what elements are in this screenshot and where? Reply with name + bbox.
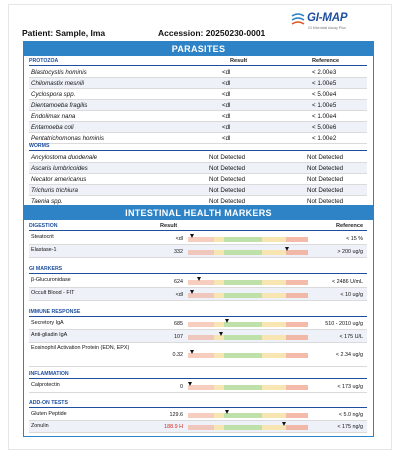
reference-value: < 5.00e6 xyxy=(312,124,337,131)
result-value: 685 xyxy=(174,321,183,327)
result-value: 107 xyxy=(174,334,183,340)
reference-value: < 2.00e3 xyxy=(312,69,337,76)
gauge-segment xyxy=(286,413,308,418)
result-gauge xyxy=(188,385,308,390)
gauge-segment xyxy=(224,335,262,340)
gauge-segment xyxy=(214,322,224,327)
reference-value: Not Detected xyxy=(307,154,344,161)
table-row xyxy=(29,163,367,174)
gauge-segment xyxy=(262,335,286,340)
gauge-segment xyxy=(214,353,224,358)
gauge-segment xyxy=(262,250,286,255)
result-gauge xyxy=(188,353,308,358)
marker-name: Occult Blood - FIT xyxy=(31,290,75,296)
result-value: 188.9 H xyxy=(164,424,183,430)
reference-value: < 175 U/L xyxy=(339,334,363,340)
result-gauge xyxy=(188,293,308,298)
protozoa-label: PROTOZOA xyxy=(29,58,59,64)
worms-label: WORMS xyxy=(29,143,50,149)
logo-tagline: GI Microbial Assay Plus xyxy=(308,26,346,30)
gauge-segment xyxy=(224,385,262,390)
organism-name: Necator americanus xyxy=(31,176,87,183)
organism-name: Chilomastix mesnili xyxy=(31,80,84,87)
gauge-segment xyxy=(224,322,262,327)
result-gauge xyxy=(188,335,308,340)
ihm-panel xyxy=(23,205,374,437)
ihm-result-header: Result xyxy=(160,223,178,229)
result-value: 624 xyxy=(174,279,183,285)
parasites-reference-header: Reference xyxy=(312,58,340,64)
marker-name: Calprotectin xyxy=(31,382,60,388)
parasites-title: PARASITES xyxy=(24,42,373,56)
logo-mark-icon xyxy=(290,12,306,28)
gauge-segment xyxy=(224,353,262,358)
reference-value: < 2486 U/mL xyxy=(331,279,363,285)
result-value: <dl xyxy=(222,80,231,87)
organism-name: Pentatrichomonas hominis xyxy=(31,135,104,142)
gauge-segment xyxy=(224,425,262,430)
result-value: <dl xyxy=(222,69,231,76)
gauge-segment xyxy=(214,425,224,430)
gauge-segment xyxy=(188,425,214,430)
marker-row xyxy=(29,380,367,393)
reference-value: < 1.00e2 xyxy=(312,135,337,142)
ihm-reference-header: Reference xyxy=(336,223,364,229)
gauge-segment xyxy=(214,413,224,418)
table-row xyxy=(29,185,367,196)
result-value: <dl xyxy=(175,292,183,298)
result-value: 0.32 xyxy=(172,352,183,358)
gauge-segment xyxy=(262,322,286,327)
organism-name: Cyclospora spp. xyxy=(31,91,76,98)
gauge-segment xyxy=(214,250,224,255)
result-value: Not Detected xyxy=(209,165,246,172)
organism-name: Trichuris trichiura xyxy=(31,187,78,194)
gauge-segment xyxy=(188,250,214,255)
gauge-marker-icon xyxy=(190,234,194,238)
gauge-marker-icon xyxy=(188,382,192,386)
gauge-marker-icon xyxy=(285,247,289,251)
marker-row xyxy=(29,275,367,288)
gauge-segment xyxy=(286,250,308,255)
marker-name: Gluten Peptide xyxy=(31,411,67,417)
table-row xyxy=(29,100,367,111)
gauge-marker-icon xyxy=(225,319,229,323)
reference-value: Not Detected xyxy=(307,165,344,172)
organism-name: Entamoeba coli xyxy=(31,124,74,131)
gauge-segment xyxy=(214,385,224,390)
result-value: Not Detected xyxy=(209,187,246,194)
gauge-marker-icon xyxy=(197,277,201,281)
reference-value: < 5.00e4 xyxy=(312,91,337,98)
gauge-segment xyxy=(188,335,214,340)
table-row xyxy=(29,122,367,133)
gauge-segment xyxy=(262,293,286,298)
inflammation-label: INFLAMMATION xyxy=(29,371,69,377)
gauge-segment xyxy=(286,353,308,358)
gauge-marker-icon xyxy=(282,422,286,426)
gauge-segment xyxy=(262,385,286,390)
result-value: Not Detected xyxy=(209,154,246,161)
ihm-title: INTESTINAL HEALTH MARKERS xyxy=(24,206,373,220)
result-value: 0 xyxy=(180,384,183,390)
result-gauge xyxy=(188,413,308,418)
addon-label: ADD-ON TESTS xyxy=(29,400,68,406)
marker-row xyxy=(29,343,367,367)
gauge-marker-icon xyxy=(225,410,229,414)
result-gauge xyxy=(188,250,308,255)
gauge-segment xyxy=(224,250,262,255)
marker-name: Eosinophil Activation Protein (EDN, EPX) xyxy=(31,345,130,351)
marker-name: Secretory IgA xyxy=(31,320,64,326)
gauge-segment xyxy=(224,280,262,285)
gauge-segment xyxy=(262,237,286,242)
table-row xyxy=(29,174,367,185)
gauge-segment xyxy=(286,425,308,430)
gauge-segment xyxy=(262,413,286,418)
reference-value: Not Detected xyxy=(307,198,344,205)
result-value: <dl xyxy=(222,124,231,131)
gi-map-logo xyxy=(290,12,372,38)
parasites-result-header: Result xyxy=(230,58,248,64)
gauge-segment xyxy=(262,280,286,285)
result-gauge xyxy=(188,237,308,242)
result-value: <dl xyxy=(222,113,231,120)
gauge-segment xyxy=(286,237,308,242)
accession-number: Accession: 20250230-0001 xyxy=(158,28,266,38)
table-row xyxy=(29,67,367,78)
result-value: Not Detected xyxy=(209,198,246,205)
gauge-segment xyxy=(286,280,308,285)
organism-name: Ancylostoma duodenale xyxy=(31,154,98,161)
reference-value: < 175 ng/g xyxy=(337,424,363,430)
parasites-panel xyxy=(23,41,374,211)
gauge-segment xyxy=(286,335,308,340)
table-row xyxy=(29,89,367,100)
marker-row xyxy=(29,232,367,245)
result-gauge xyxy=(188,425,308,430)
organism-name: Taenia spp. xyxy=(31,198,63,205)
marker-row xyxy=(29,318,367,330)
reference-value: < 173 ug/g xyxy=(337,384,363,390)
organism-name: Endolimax nana xyxy=(31,113,76,120)
gauge-segment xyxy=(286,385,308,390)
gi-markers-label: GI MARKERS xyxy=(29,266,63,272)
table-row xyxy=(29,152,367,163)
gauge-marker-icon xyxy=(190,290,194,294)
gauge-segment xyxy=(188,413,214,418)
gauge-segment xyxy=(224,293,262,298)
marker-row xyxy=(29,245,367,258)
marker-name: Anti-gliadin IgA xyxy=(31,332,68,338)
gauge-segment xyxy=(262,353,286,358)
organism-name: Ascaris lumbricoides xyxy=(31,165,88,172)
digestion-label: DIGESTION xyxy=(29,223,58,229)
reference-value: < 5.0 ng/g xyxy=(338,412,363,418)
reference-value: < 15 % xyxy=(346,236,363,242)
table-row xyxy=(29,133,367,144)
reference-value: < 1.00e5 xyxy=(312,102,337,109)
gauge-segment xyxy=(286,322,308,327)
gauge-segment xyxy=(224,413,262,418)
table-row xyxy=(29,111,367,122)
marker-name: Zonulin xyxy=(31,423,49,429)
organism-name: Blastocystis hominis xyxy=(31,69,87,76)
marker-name: Steatocrit xyxy=(31,234,54,240)
gauge-segment xyxy=(214,280,224,285)
reference-value: 510 - 2010 ug/g xyxy=(325,321,363,327)
table-row xyxy=(29,78,367,89)
gauge-segment xyxy=(214,293,224,298)
gauge-segment xyxy=(214,237,224,242)
marker-name: β-Glucuronidase xyxy=(31,277,71,283)
gauge-marker-icon xyxy=(190,350,194,354)
result-value: <dl xyxy=(222,102,231,109)
result-value: <dl xyxy=(222,135,231,142)
gauge-marker-icon xyxy=(219,332,223,336)
marker-row xyxy=(29,409,367,421)
result-gauge xyxy=(188,322,308,327)
reference-value: < 10 ug/g xyxy=(340,292,363,298)
reference-value: Not Detected xyxy=(307,187,344,194)
result-value: <dl xyxy=(175,236,183,242)
reference-value: Not Detected xyxy=(307,176,344,183)
patient-name: Patient: Sample, Ima xyxy=(22,28,106,38)
gauge-segment xyxy=(286,293,308,298)
result-value: <dl xyxy=(222,91,231,98)
gauge-segment xyxy=(224,237,262,242)
organism-name: Dientamoeba fragilis xyxy=(31,102,88,109)
result-value: 129.6 xyxy=(169,412,183,418)
logo-text: GI-MAP xyxy=(307,12,348,24)
result-value: 332 xyxy=(174,249,183,255)
reference-value: < 2.34 ug/g xyxy=(335,352,363,358)
gauge-segment xyxy=(188,322,214,327)
result-value: Not Detected xyxy=(209,176,246,183)
immune-label: IMMUNE RESPONSE xyxy=(29,309,81,315)
marker-row xyxy=(29,288,367,301)
marker-name: Elastase-1 xyxy=(31,247,57,253)
reference-value: < 1.00e5 xyxy=(312,80,337,87)
marker-row xyxy=(29,421,367,433)
reference-value: > 200 ug/g xyxy=(337,249,363,255)
marker-row xyxy=(29,330,367,343)
result-gauge xyxy=(188,280,308,285)
reference-value: < 1.00e4 xyxy=(312,113,337,120)
